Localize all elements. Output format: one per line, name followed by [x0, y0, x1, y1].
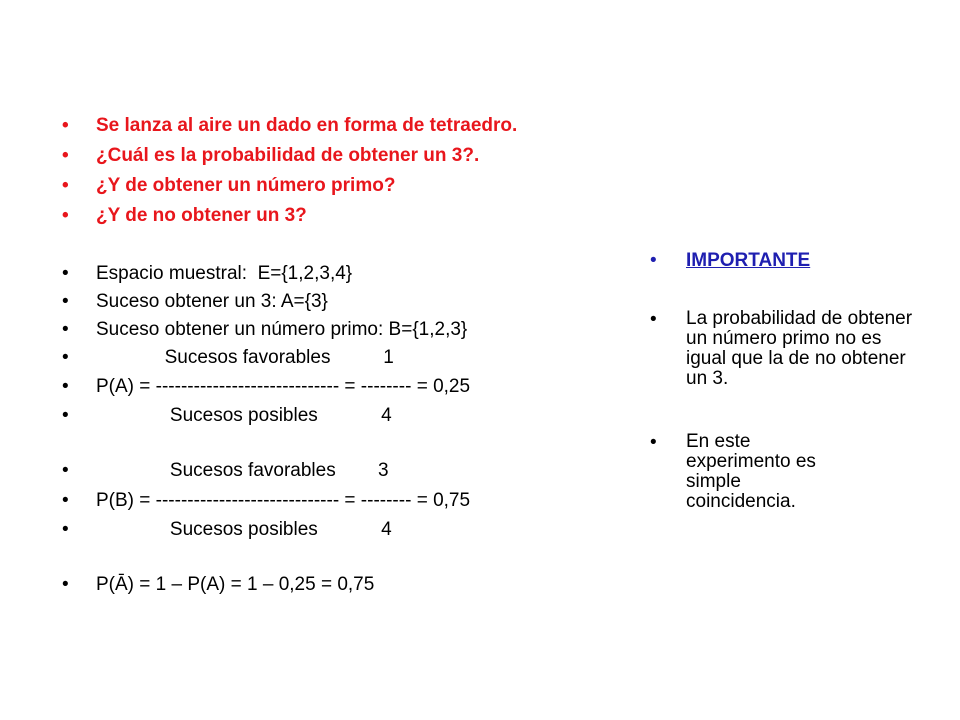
note-paragraph-2: En este experimento es simple coincidencia.: [686, 431, 816, 512]
pa-numerator-line: Sucesos favorables 1: [96, 347, 394, 368]
pa-equation-line: P(A) = ----------------------------- = -------- = 0,25: [96, 376, 471, 397]
question-line-1: Se lanza al aire un dado en forma de tetraedro.: [96, 115, 518, 136]
complement-line: P(Ā) = 1 – P(A) = 1 – 0,25 = 0,75: [96, 574, 375, 595]
bullet: •: [62, 376, 69, 397]
bullet: •: [62, 145, 69, 166]
bullet: •: [650, 432, 657, 453]
pa-denominator-line: Sucesos posibles 4: [96, 405, 392, 426]
bullet: •: [62, 175, 69, 196]
pb-denominator-line: Sucesos posibles 4: [96, 519, 392, 540]
sample-space-line: Espacio muestral: E={1,2,3,4}: [96, 263, 353, 284]
bullet: •: [62, 263, 69, 284]
pb-numerator-line: Sucesos favorables 3: [96, 460, 389, 481]
note-paragraph-1: La probabilidad de obtener un número primo no es igual que la de no obtener un 3.: [686, 308, 913, 389]
question-line-4: ¿Y de no obtener un 3?: [96, 205, 307, 226]
bullet: •: [62, 519, 69, 540]
bullet: •: [62, 319, 69, 340]
bullet: •: [62, 490, 69, 511]
bullet: •: [62, 574, 69, 595]
important-title: IMPORTANTE: [686, 250, 811, 271]
bullet: •: [62, 405, 69, 426]
bullet: •: [62, 460, 69, 481]
question-line-2: ¿Cuál es la probabilidad de obtener un 3?.: [96, 145, 480, 166]
bullet: •: [62, 205, 69, 226]
bullet: •: [62, 347, 69, 368]
event-b-line: Suceso obtener un número primo: B={1,2,3}: [96, 319, 468, 340]
bullet: •: [650, 309, 657, 330]
question-line-3: ¿Y de obtener un número primo?: [96, 175, 396, 196]
bullet: •: [650, 250, 657, 271]
pb-equation-line: P(B) = ----------------------------- = -------- = 0,75: [96, 490, 471, 511]
bullet: •: [62, 291, 69, 312]
event-a-line: Suceso obtener un 3: A={3}: [96, 291, 328, 312]
bullet: •: [62, 115, 69, 136]
